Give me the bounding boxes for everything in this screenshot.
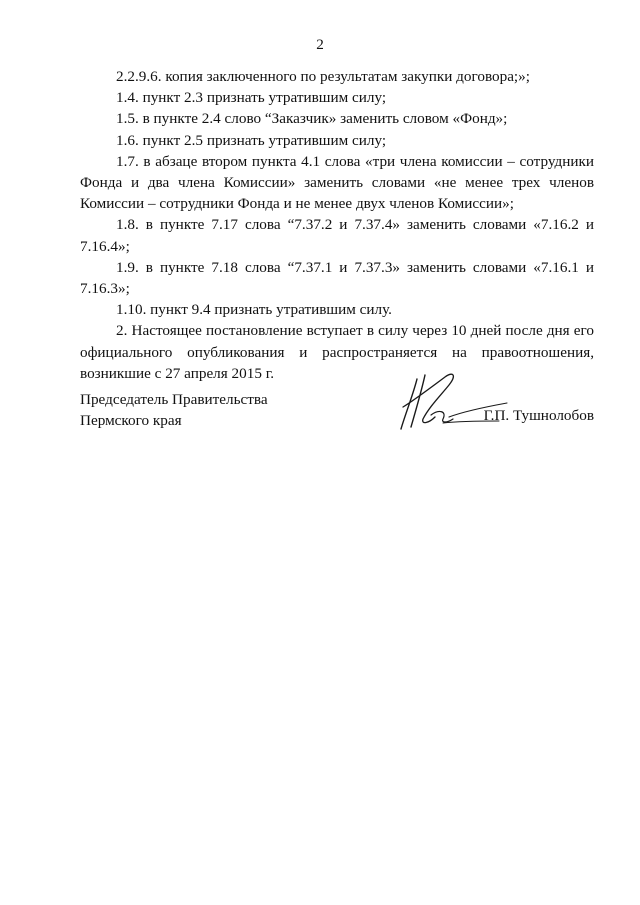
paragraph-2-2-9-6: 2.2.9.6. копия заключенного по результатам закупки договора;»; [116,68,530,85]
signer-position-line2: Пермского края [80,412,182,430]
paragraph-1-9: 1.9. в пункте 7.18 слова “7.37.1 и 7.37.3» заменить словами «7.16.1 и 7.16.3»; [80,258,594,298]
signature-block [80,389,594,429]
paragraph-1-10: 1.10. пункт 9.4 признать утратившим силу. [116,301,392,319]
paragraph-2: 2. Настоящее постановление вступает в силу через 10 дней после дня его официального опубликования и распространяется на правоотношения, возникшие с 27 апреля 2015 г. [80,322,594,382]
paragraph-1-5: 1.5. в пункте 2.4 слово “Заказчик» заменить словом «Фонд»; [116,110,508,128]
paragraph-1-7: 1.7. в абзаце втором пункта 4.1 слова «три члена комиссии – сотрудники Фонда и два члена Комиссии» заменить словами «не менее трех членов Комиссии – сотрудники Фонда и не менее двух членов Комиссии»; [80,152,594,213]
paragraph-1-4: 1.4. пункт 2.3 признать утратившим силу; [116,89,387,107]
paragraph-1-6: 1.6. пункт 2.5 признать утратившим силу; [116,131,387,149]
paragraph-1-8: 1.8. в пункте 7.17 слова “7.37.2 и 7.37.4» заменить словами «7.16.2 и 7.16.4»; [80,216,594,255]
document-body [80,66,594,384]
signer-position-line1: Председатель Правительства [80,391,268,408]
page-number: 2 [316,36,324,53]
handwritten-signature [395,367,510,437]
signer-name: Г.П. Тушнолобов [483,407,594,424]
signer-position [80,389,268,431]
